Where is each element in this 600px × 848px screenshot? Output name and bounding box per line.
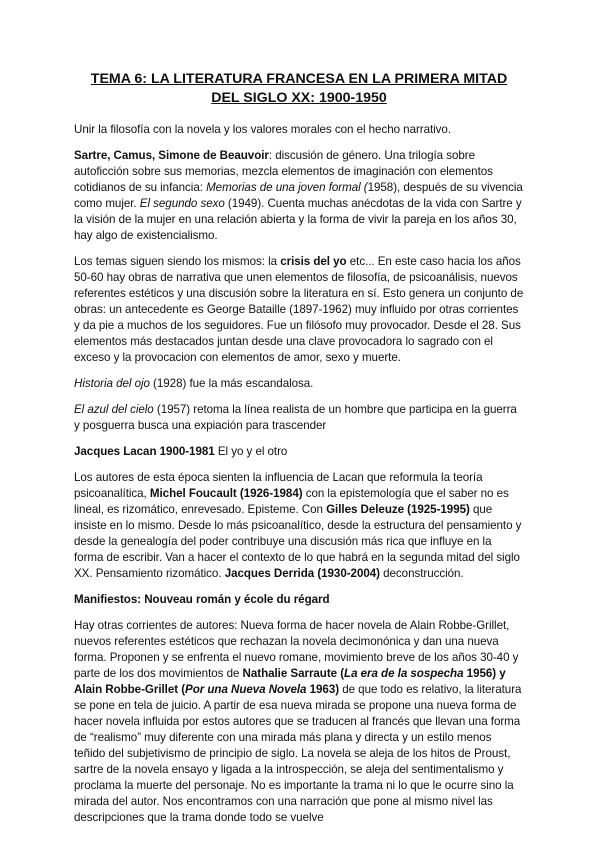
document-title: TEMA 6: LA LITERATURA FRANCESA EN LA PRIMERA MITAD DEL SIGLO XX: 1900-1950	[90, 71, 508, 106]
text-span: etc... En este caso hacia los años 50-60 hay obras de narrativa que unen elementos de filosofía, de psicoanálisis, nuevos referentes estéticos y una discusión sobre la literatura en sí. Esto genera un conjunto de obras: un antecedente es George Bataille (1897-1962) muy influido por otras corrientes y da pie a muchos de los seguidores. Fue un filósofo muy provocador. Desde el 28. Sus elementos más destacados juntan desde una clave provocadora lo sagrado con el exceso y la provocacion con elementos de amor, sexo y muerte.	[74, 255, 524, 364]
sarraute-bold: Nathalie Sarraute (	[242, 667, 345, 680]
lacan-paragraph	[74, 444, 524, 460]
derrida-bold: Jacques Derrida (1930-2004)	[224, 567, 380, 580]
book-title-italic: El azul del cielo	[74, 403, 154, 416]
book-title-bold-italic: La era de la sospecha	[344, 667, 464, 680]
text-span: Los temas siguen siendo los mismos: la	[74, 255, 281, 268]
text-span: que insiste en lo mismo. Desde lo más psicoanalítico, desde la estructura del pensamiento y desde la genealogía del poder contribuye una discusión más rica que influye en la forma de escribir. Van a hacer el contexto de lo que habrá en la segunda mitad del siglo XX. Pensamiento rizomático.	[74, 503, 522, 580]
manifiestos-heading: Manifiestos: Nouveau román y école du régard	[74, 593, 330, 606]
themes-paragraph	[74, 254, 524, 366]
book-title-italic: Historia del ojo	[74, 377, 150, 390]
text-span: Hay otras corrientes de autores: Nueva forma de hacer novela de Alain Robbe-Grillet, nuevos referentes estéticos que rechazan la novela decimonónica y dan una nueva forma. Proponen y se enfrenta el nuevo romane, movimiento breve de los años 30-40 y parte de los dos movimientos de	[74, 619, 519, 680]
beauvoir-paragraph	[74, 148, 524, 244]
historia-paragraph	[74, 376, 524, 392]
text-span: deconstrucción.	[379, 567, 464, 580]
intro-paragraph: Unir la filosofía con la novela y los valores morales con el hecho narrativo.	[74, 123, 452, 136]
text-span: (1928) fue la más escandalosa.	[149, 377, 314, 390]
deleuze-bold: Gilles Deleuze (1925-1995)	[326, 503, 470, 516]
azul-paragraph	[74, 402, 524, 434]
crisis-bold: crisis del yo	[280, 255, 347, 268]
authors-paragraph	[74, 470, 524, 582]
authors-bold: Sartre, Camus, Simone de Beauvoir	[74, 149, 269, 162]
foucault-bold: Michel Foucault (1926-1984)	[149, 487, 303, 500]
text-span: con la epistemología que el saber no es lineal, es rizomático, enrevesado. Episteme. Con	[74, 487, 509, 516]
year-bold: 1963)	[306, 683, 340, 696]
text-span: (1949). Cuenta muchas anécdotas de la vida con Sartre y la visión de la mujer en una relación abierta y la forma de vivir la pareja en los años 30, hay algo de existencialismo.	[74, 197, 522, 242]
text-span: : discusión de género. Una trilogía sobre autoficción sobre sus memorias, mezcla elementos de imaginación con elementos cotidianos de su infancia:	[74, 149, 493, 194]
text-span: 1958), después de su vivencia como mujer.	[74, 181, 523, 210]
text-span: El yo y el otro	[214, 445, 288, 458]
lacan-bold: Jacques Lacan 1900-1981	[74, 445, 215, 458]
book-title-bold-italic: Por una Nueva Novela	[185, 683, 307, 696]
nouveau-roman-paragraph	[74, 618, 524, 826]
book-title-italic: El segundo sexo	[139, 197, 225, 210]
text-span: Los autores de esta época sienten la influencia de Lacan que reformula la teoría psicoanalítica,	[74, 471, 483, 500]
text-span: de que todo es relativo, la literatura se pone en tela de juicio. A partir de esa nueva mirada se propone una nueva forma de hacer novela influida por estos autores que se traducen al francés que llevan una forma de “realismo” muy diferente con una mirada más plana y directa y un estilo menos teñido del subjetivismo de principio de siglo. La novela se aleja de los hitos de Proust, sartre de la novela ensayo y ligada a la introspección, se aleja del sentimentalismo y proclama la muerte del personaje. No es importante la trama ni lo que le ocurre sino la mirada del autor. Nos encontramos con una narración que pone al mismo nivel las descripciones que la trama donde todo se vuelve	[74, 683, 522, 824]
robbe-grillet-bold: 1956) y Alain Robbe-Grillet (	[74, 667, 506, 696]
text-span: (1957) retoma la línea realista de un hombre que participa en la guerra y posguerra busca una expiación para trascender	[74, 403, 517, 432]
book-title-italic: Memorias de una joven formal (	[206, 181, 368, 194]
